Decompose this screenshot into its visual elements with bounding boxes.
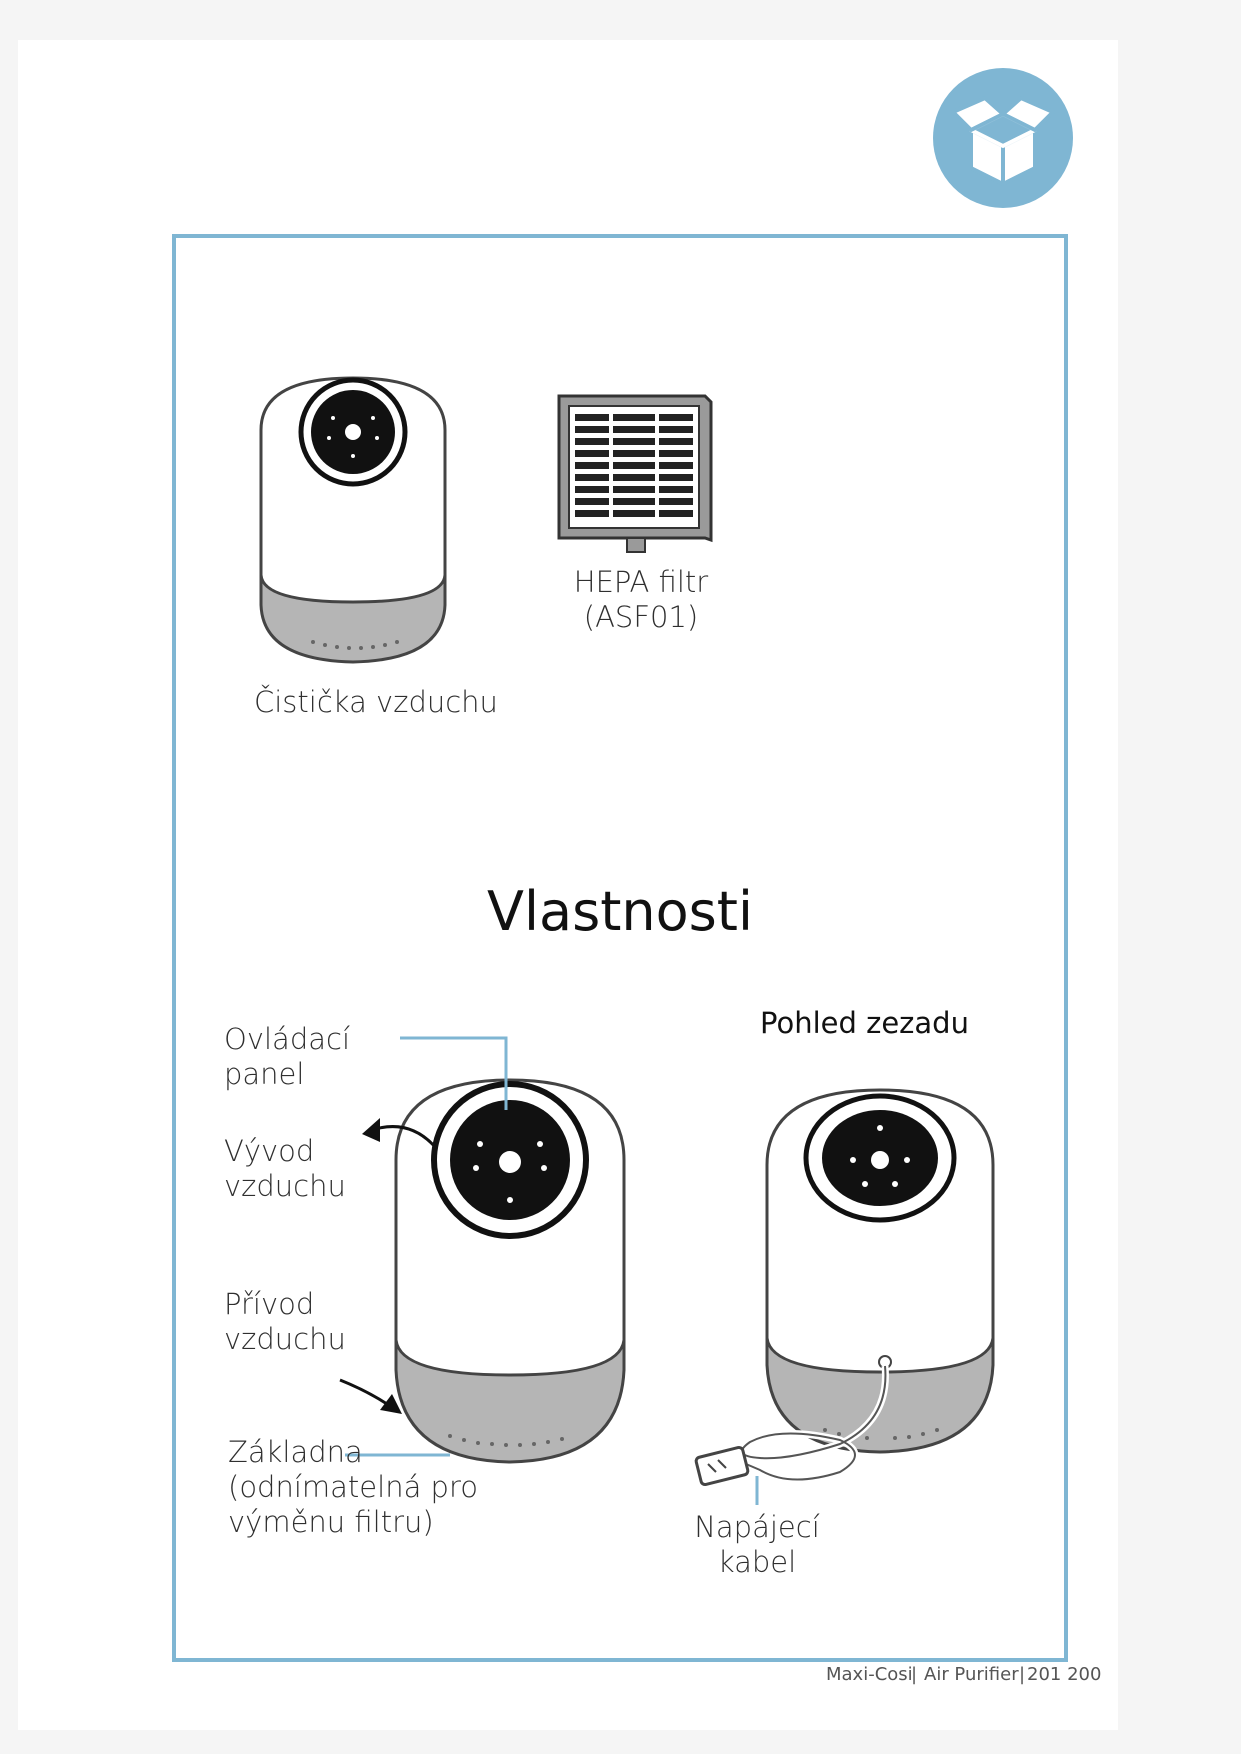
purifier-label: Čistička vzduchu (254, 685, 498, 719)
filter-label-line2: (ASF01) (583, 600, 699, 634)
features-title: Vlastnosti (487, 880, 753, 943)
footer-page-numbers: 201 200 (1027, 1664, 1102, 1685)
footer-separator: | (911, 1664, 918, 1685)
power-cable-label: Napájecí kabel (694, 1510, 820, 1579)
filter-label-line1: HEPA filtr (573, 565, 709, 599)
control-panel-label: Ovládací panel (224, 1022, 350, 1091)
footer-brand: Maxi-Cosi (826, 1664, 913, 1685)
air-inlet-label: Přívod vzduchu (224, 1287, 346, 1356)
footer-separator: | (1019, 1664, 1026, 1685)
power-cable-illustration (690, 1360, 910, 1500)
air-outlet-label: Vývod vzduchu (224, 1134, 346, 1203)
footer-product: Air Purifier (924, 1664, 1019, 1685)
base-label: Základna (odnímatelná pro výměnu filtru) (228, 1435, 478, 1539)
rear-view-label: Pohled zezadu (760, 1006, 969, 1040)
